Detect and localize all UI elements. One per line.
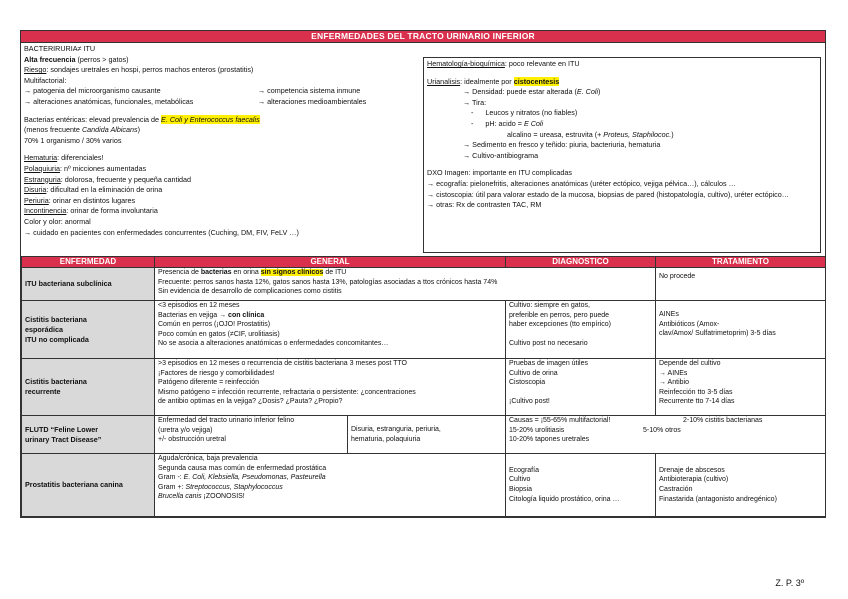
text-line: Color y olor: anormal: [24, 216, 91, 226]
footer-note: Z. P. 3º: [775, 578, 804, 588]
table-row: [22, 359, 826, 416]
text-line: → alteraciones anatómicas, funcionales, metabólicas → alteraciones medioambientales: [24, 96, 367, 106]
text-line: Estranguria: dolorosa, frecuente y pequeña cantidad: [24, 174, 192, 184]
table-row: [22, 301, 826, 359]
document: [20, 30, 826, 518]
text-line: → Densidad: puede estar alterada (E. Coli): [463, 87, 601, 97]
treatment-cell: No procede: [656, 268, 826, 301]
disease-name: FLUTD “Feline Lower urinary Tract Disease”: [22, 416, 155, 454]
text-line: alcalino = ureasa, estruvita (+ Proteus, Staphilococ.): [507, 129, 674, 139]
text-line: Hematología-bioquímica: poco relevante en ITU: [427, 59, 580, 68]
table-row: [22, 268, 826, 301]
text-line: 70% 1 organismo / 30% varios: [24, 135, 122, 145]
text-line: Bacterias entéricas: elevad prevalencia de E. Coli y Enterococcus faecalis: [24, 114, 260, 124]
text-line: Disuria: dificultad en la eliminación de orina: [24, 185, 163, 195]
text-line: Alta frecuencia (perros > gatos): [24, 54, 129, 64]
disease-name: Cistitis bacteriana recurrente: [22, 359, 155, 416]
signs-cell: Disuria, estranguria, periuria, hematuria, polaquiuria: [348, 416, 506, 454]
header-general: GENERAL: [155, 257, 506, 268]
disease-table: [21, 256, 826, 517]
table-row: [22, 416, 826, 454]
treatment-cell: Depende del cultivo → AINEs → Antibio Reinfección tto 3-5 días Recurrente tto 7-14 días: [656, 359, 826, 416]
page-title: ENFERMEDADES DEL TRACTO URINARIO INFERIOR: [21, 31, 825, 42]
text-line: Multifactorial:: [24, 75, 67, 85]
diagnosis-cell: Causas = ¡55-65% multifactorial! 2-10% cistitis bacterianas 15-20% urolitiasis 5-10% otros 10-20% tapones uretrales: [506, 416, 826, 454]
general-cell: <3 episodios en 12 meses Bacterias en vejiga → con clínica Común en perros (¡OJO! Prostatitis) Poco común en gatos (≠CIF, urolitiasis) No se asocia a alteraciones anatómicas o enfermedades concomitantes…: [155, 301, 506, 359]
general-cell: >3 episodios en 12 meses o recurrencia de cistitis bacteriana 3 meses post TTO ¡Factores de riesgo y comorbilidades! Patógeno diferente = reinfección Mismo patógeno = infección recurrente, refractaria o persistente: ¿concentraciones de antibio optimas en la vejiga? ¿Dosis? ¿Pauta? ¿Propio?: [155, 359, 506, 416]
text-line: → otras: Rx de contrasten TAC, RM: [427, 200, 542, 210]
header-tratamiento: TRATAMIENTO: [656, 257, 826, 268]
text-line: Polaquiuria: nº micciones aumentadas: [24, 163, 147, 173]
text-line: - pH: acido = E Coli: [471, 118, 544, 128]
disease-name: Prostatitis bacteriana canina: [22, 454, 155, 517]
diagnostics-box: [423, 57, 821, 253]
general-cell: Aguda/crónica, baja prevalencia Segunda causa mas común de enfermedad prostática Gram -: E. Coli, Klebsiella, Pseudomonas, Pasteurella Gram +: Streptococcus, Staphylococcus Brucella canis ¡ZOONOSIS!: [155, 454, 506, 517]
text-line: → Tira:: [463, 97, 487, 107]
highlight: cistocentesis: [513, 76, 560, 86]
disease-name: Cistitis bacteriana esporádica ITU no complicada: [22, 301, 155, 359]
text-line: - Leucos y nitratos (no fiables): [471, 108, 578, 118]
text-line: → cistoscopia: útil para valorar estado de la mucosa, biopsias de pared (histopatología, cultivo), uréter ectópico…: [427, 189, 789, 199]
diagnosis-cell: Cultivo: siempre en gatos, preferible en perros, pero puede haber excepciones (tto empírico) Cultivo post no necesario: [506, 301, 656, 359]
text-line: Hematuria: diferenciales!: [24, 153, 104, 163]
text-line: Riesgo: sondajes uretrales en hospi, perros machos enteros (prostatitis): [24, 65, 254, 75]
text-line: → patogenia del microorganismo causante → competencia sistema inmune: [24, 86, 361, 96]
text-line: (menos frecuente Candida Albicans): [24, 125, 141, 135]
text-line: Periuria: orinar en distintos lugares: [24, 195, 136, 205]
header-enfermedad: ENFERMEDAD: [22, 257, 155, 268]
text-line: → Sedimento en fresco y teñido: piuria, bacteriuria, hematuria: [463, 140, 661, 150]
disease-name: ITU bacteriana subclínica: [22, 268, 155, 301]
intro-left-column: [21, 43, 421, 256]
text-line: Urianalisis: idealmente por cistocentesis: [427, 76, 560, 86]
intro-right-column: [421, 43, 825, 256]
header-diagnostico: DIAGNOSTICO: [506, 257, 656, 268]
treatment-cell: AINEs Antibióticos (Amox- clav/Amox/ Sulfatrimetoprim) 3-5 días: [656, 301, 826, 359]
text-line: → cuidado en pacientes con enfermedades concurrentes (Cuching, DM, FIV, FeLV …): [24, 227, 299, 237]
treatment-cell: Drenaje de abscesos Antibioterapia (cultivo) Castración Finastarida (antagonisto andregénico): [656, 454, 826, 517]
text-line: BACTERIRURIA≠ ITU: [24, 44, 96, 53]
text-line: Incontinencia: orinar de forma involuntaria: [24, 206, 158, 216]
text-line: → Cultivo-antibiograma: [463, 150, 539, 160]
highlight: E. Coli y Enterococcus faecalis: [161, 114, 260, 124]
text-line: → ecografía: pielonefritis, alteraciones anatómicas (uréter ectópico, vejiga pélvica…), cálculos …: [427, 178, 736, 188]
general-cell: Presencia de bacterias en orina sin signos clínicos de ITU Frecuente: perros sanos hasta 12%, gatos sanos hasta 13%, patologías asociadas a ttos crónicos hasta 74% Sin evidencia de desarrollo de complicaciones como cistitis: [155, 268, 656, 301]
intro-section: [21, 42, 825, 256]
highlight: sin signos clínicos: [260, 269, 324, 276]
table-header-row: [22, 257, 826, 268]
diagnosis-cell: Pruebas de imagen útiles Cultivo de orina Cistoscopia ¡Cultivo post!: [506, 359, 656, 416]
text-line: DXO Imagen: importante en ITU complicadas: [427, 168, 573, 178]
general-cell: Enfermedad del tracto urinario inferior felino (uretra y/o vejiga) +/- obstrucción uretral: [155, 416, 348, 454]
diagnosis-cell: Ecografía Cultivo Biopsia Citología liquido prostático, orina …: [506, 454, 656, 517]
table-row: [22, 454, 826, 517]
